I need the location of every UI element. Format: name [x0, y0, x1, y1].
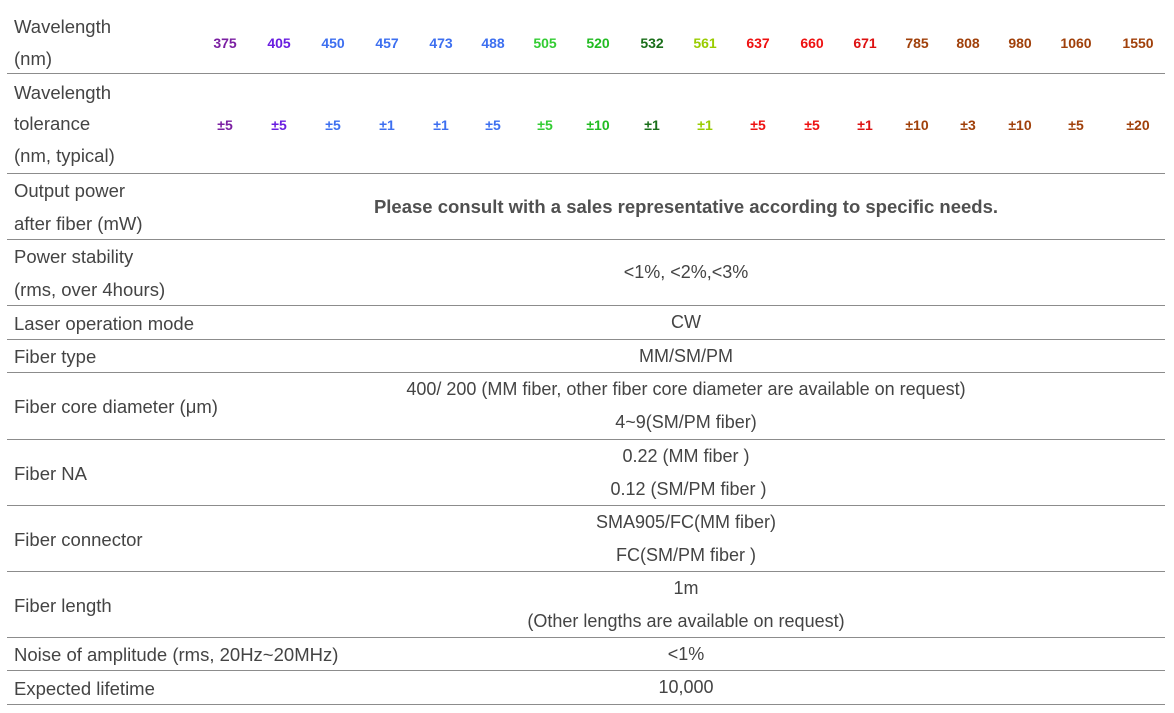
row-value-line: (Other lengths are available on request): [527, 610, 845, 631]
tolerance-value: ±5: [485, 117, 501, 133]
row-label-line: Laser operation mode: [14, 312, 194, 334]
row-value: [207, 340, 1165, 372]
row-value-line: 4~9(SM/PM fiber): [615, 412, 757, 432]
fiber-type-row: [7, 340, 1165, 373]
fiber-length-row: [7, 572, 1165, 638]
row-label-line: Wavelength: [14, 81, 112, 103]
wavelength-value: 808: [956, 35, 980, 51]
tolerance-value: ±1: [433, 117, 449, 133]
tolerance-value: ±1: [644, 117, 660, 133]
tolerance-value: ±10: [586, 117, 610, 133]
tolerance-value: ±5: [750, 117, 766, 133]
fiber-core-diameter-row: [7, 373, 1165, 440]
tolerance-value: ±5: [1068, 117, 1084, 133]
row-value-line: MM/SM/PM: [639, 345, 733, 366]
wavelength-value: 637: [746, 35, 770, 51]
row-value-line: CW: [671, 312, 701, 332]
row-label-line: Noise of amplitude (rms, 20Hz~20MHz): [14, 644, 339, 665]
row-value-line: 10,000: [658, 677, 714, 697]
wavelength-value: 1550: [1122, 35, 1154, 51]
tolerance-value: ±10: [1008, 117, 1032, 133]
row-value: [207, 572, 1165, 637]
wavelength-value: 660: [800, 35, 824, 51]
row-label-line: (rms, over 4hours): [14, 279, 166, 300]
wavelength-value: 561: [693, 35, 717, 51]
row-label-line: (nm): [14, 48, 53, 69]
wavelength-value: 457: [375, 35, 399, 51]
tolerance-value: ±10: [905, 117, 929, 133]
row-label-line: Output power: [14, 180, 126, 201]
row-value: [207, 671, 1165, 704]
tolerance-value: ±5: [271, 117, 287, 133]
wavelength-value: 450: [321, 35, 345, 51]
row-label-line: Wavelength: [14, 16, 112, 37]
row-value: [207, 440, 1165, 505]
tolerance-value: ±20: [1126, 117, 1150, 133]
row-label-line: Expected lifetime: [14, 677, 155, 699]
wavelength-value: 375: [213, 35, 237, 51]
row-value: [207, 240, 1165, 305]
wavelength-value: 1060: [1060, 35, 1092, 51]
operation-mode-row: [7, 306, 1165, 340]
tolerance-value: ±5: [804, 117, 820, 133]
row-value-line: SMA905/FC(MM fiber): [595, 511, 777, 532]
row-label-line: after fiber (mW): [14, 213, 143, 234]
tolerance-value: ±5: [537, 117, 553, 133]
tolerance-value: ±1: [857, 117, 873, 133]
row-value-line: 0.12 (SM/PM fiber ): [605, 478, 767, 499]
spec-table: [7, 11, 1165, 705]
row-label-line: Fiber connector: [14, 528, 143, 550]
row-value: [207, 306, 1165, 339]
wavelength-tolerance-row: [7, 74, 1165, 174]
wavelength-value: 473: [429, 35, 453, 51]
row-label-line: (nm, typical): [14, 144, 115, 166]
tolerance-values: [7, 74, 1165, 173]
row-value-line: 0.22 (MM fiber ): [622, 445, 750, 466]
amplitude-noise-row: [7, 638, 1165, 671]
row-value: [207, 373, 1165, 439]
row-label-line: Fiber type: [14, 346, 97, 367]
wavelength-value: 532: [640, 35, 664, 51]
wavelength-value: 980: [1008, 35, 1032, 51]
row-label-line: tolerance: [14, 113, 91, 135]
row-label-line: Fiber core diameter (μm): [14, 396, 218, 417]
row-label-line: Fiber NA: [14, 462, 87, 484]
tolerance-value: ±5: [217, 117, 233, 133]
row-value: [207, 506, 1165, 571]
wavelength-value: 785: [905, 35, 929, 51]
wavelength-value: 405: [267, 35, 291, 51]
row-value-line: FC(SM/PM fiber ): [615, 544, 756, 565]
output-power-row: [7, 174, 1165, 240]
power-stability-row: [7, 240, 1165, 306]
wavelength-values: [7, 11, 1165, 73]
row-label-line: Fiber length: [14, 594, 112, 616]
row-value-line: 400/ 200 (MM fiber, other fiber core diameter are available on request): [406, 379, 966, 399]
tolerance-value: ±1: [697, 117, 713, 133]
row-value: [207, 174, 1165, 239]
row-value-line: <1%, <2%,<3%: [623, 262, 749, 282]
row-value-line: 1m: [673, 577, 699, 598]
wavelength-row: [7, 11, 1165, 74]
tolerance-value: ±1: [379, 117, 395, 133]
row-value-line: Please consult with a sales representative according to specific needs.: [373, 196, 999, 217]
wavelength-value: 505: [533, 35, 557, 51]
fiber-na-row: [7, 440, 1165, 506]
fiber-connector-row: [7, 506, 1165, 572]
wavelength-value: 488: [481, 35, 505, 51]
row-value-line: <1%: [667, 643, 705, 664]
row-label-line: Power stability: [14, 246, 134, 267]
wavelength-value: 671: [853, 35, 877, 51]
tolerance-value: ±5: [325, 117, 341, 133]
expected-lifetime-row: [7, 671, 1165, 705]
tolerance-value: ±3: [960, 117, 976, 133]
wavelength-value: 520: [586, 35, 610, 51]
row-value: [207, 638, 1165, 670]
